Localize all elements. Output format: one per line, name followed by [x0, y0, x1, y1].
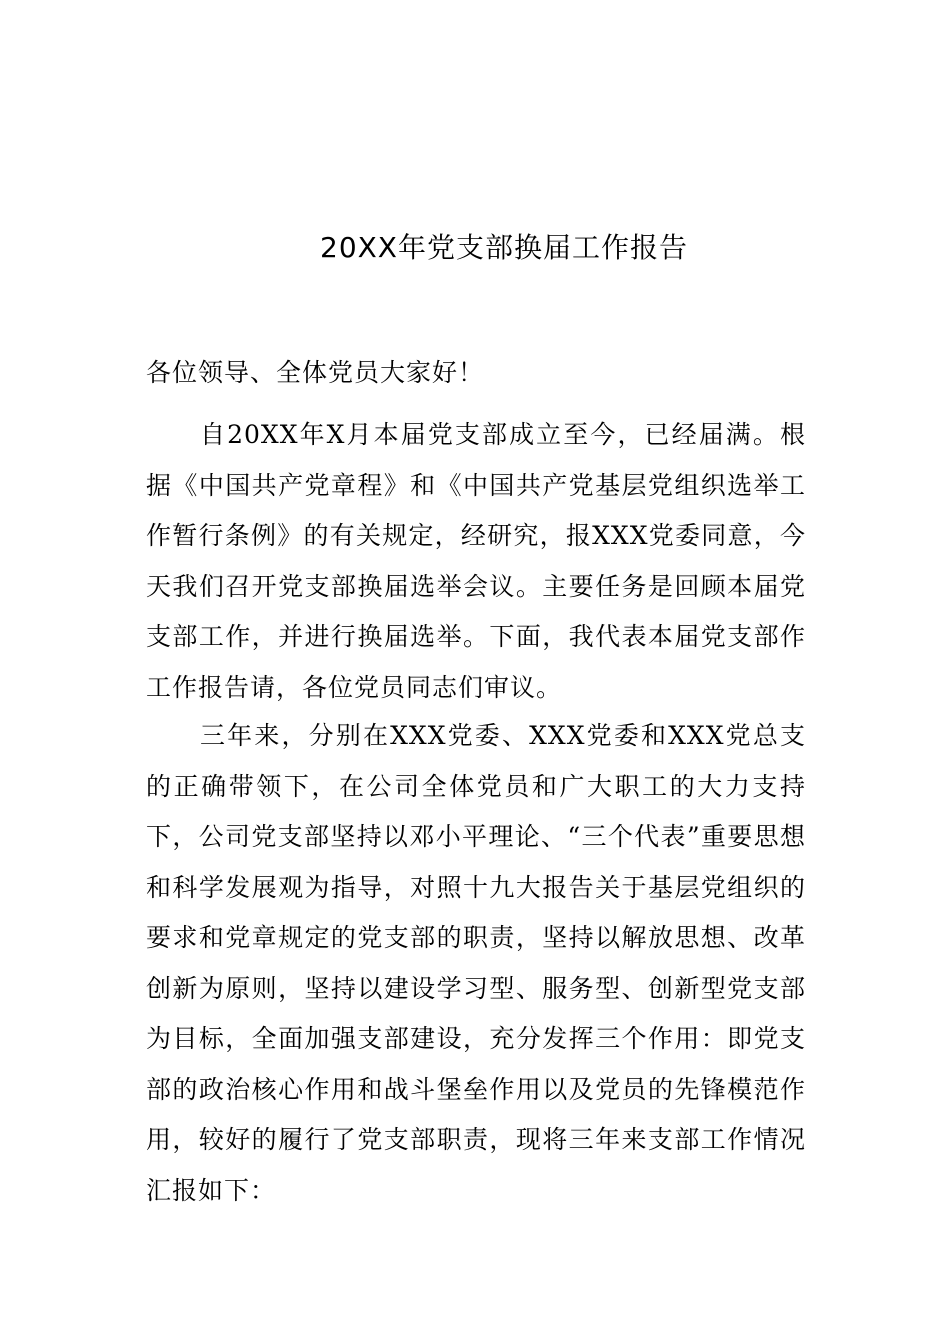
document-title: 20XX年党支部换届工作报告 [320, 231, 688, 264]
greeting-line: 各位领导、全体党员大家好！ [146, 358, 485, 387]
paragraph-2: 三年来，分别在XXX党委、XXX党委和XXX党总支的正确带领下，在公司全体党员和广大职工的大力支持下，公司党支部坚持以邓小平理论、“三个代表”重要思想和科学发展观为指导，对照十九大报告关于基层党组织的要求和党章规定的党支部的职责，坚持以解放思想、改革创新为原则，坚持以建设学习型、服务型、创新型党支部为目标，全面加强支部建设，充分发挥三个作用：即党支部的政治核心作用和战斗堡垒作用以及党员的先锋模范作用，较好的履行了党支部职责，现将三年来支部工作情况汇报如下： [146, 721, 806, 1205]
paragraph-1: 自20XX年X月本届党支部成立至今，已经届满。根据《中国共产党章程》和《中国共产党基层党组织选举工作暂行条例》的有关规定，经研究，报XXX党委同意，今天我们召开党支部换届选举会议。主要任务是回顾本届党支部工作，并进行换届选举。下面，我代表本届党支部作工作报告请，各位党员同志们审议。 [146, 420, 806, 702]
